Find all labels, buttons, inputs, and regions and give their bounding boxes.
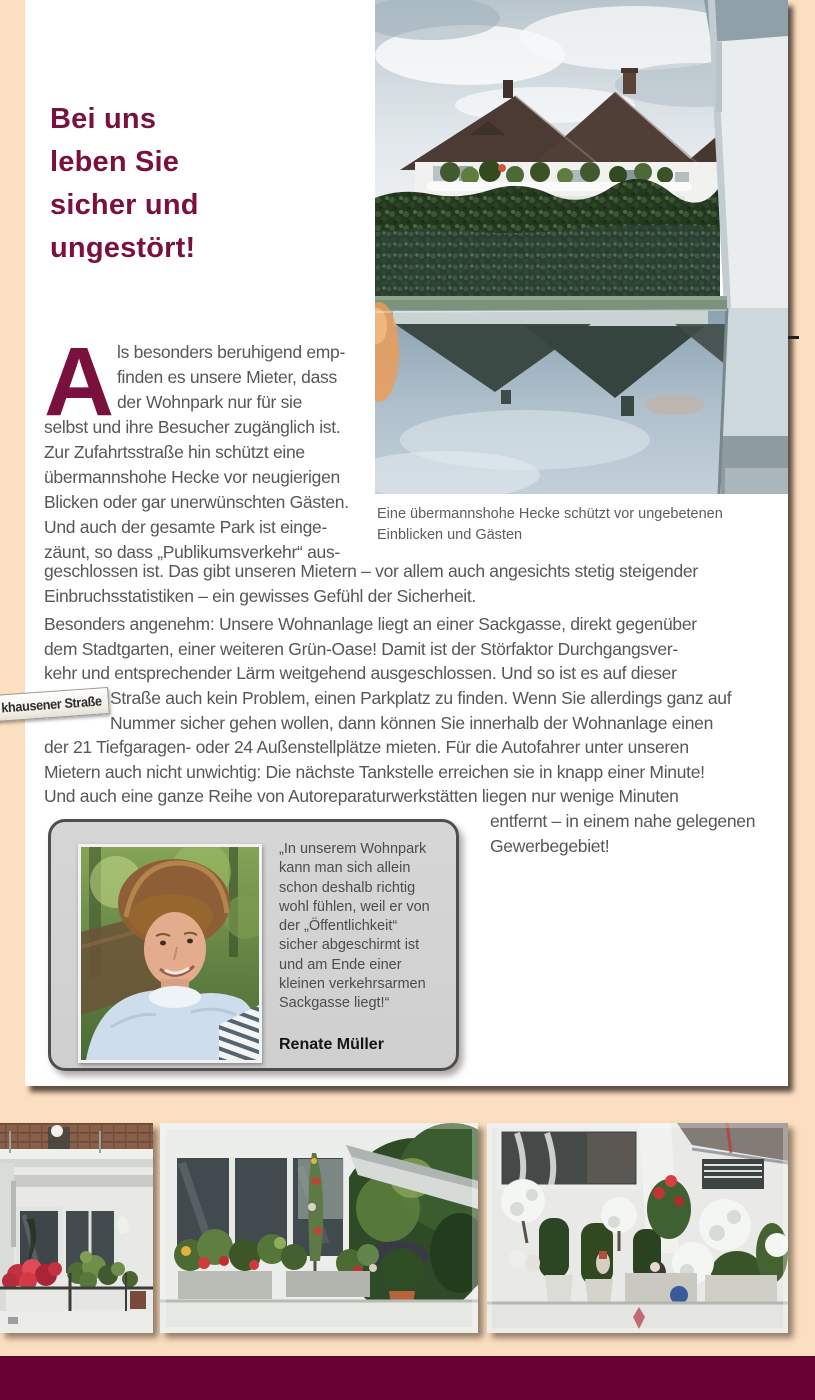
hero-photo-hedge-reflection (375, 0, 788, 494)
testimonial-author: Renate Müller (279, 1036, 384, 1053)
paragraph-2-bottom: der 21 Tiefgaragen- oder 24 Außenstellplätze mieten. Für die Autofahrer unter unseren Mietern auch nicht unwichtig: Die nächste Tankstelle erreichen sie in knapp einer Minute! Und auch eine ganze Reihe von Autoreparaturwerkstätten liegen nur wenige Minuten (44, 737, 705, 807)
hero-photo-caption: Eine übermannshohe Hecke schützt vor ungebetenen Einblicken und Gästen (377, 506, 723, 543)
portrait-photo-renate-mueller (78, 844, 262, 1063)
terrace-photo-2 (160, 1123, 478, 1333)
testimonial-quote: „In unserem Wohnpark kann man sich allein schon deshalb richtig wohl fühlen, weil er von der „Öffentlichkeit“ sicher abgeschirmt ist und am Ende einer kleinen verkehrsarmen Sackgasse liegt!“ (279, 841, 430, 1012)
paragraph-1-narrow-column: selbst und ihre Besucher zugänglich ist. Zur Zufahrtsstraße hin schützt eine übermannshohe Hecke vor neugierigen Blicken oder gar unerwünschten Gästen. Und auch der gesamte Park ist einge- zäunt, so dass „Publikumsverkehr“ aus- (44, 417, 349, 562)
page-title: Bei uns leben Sie sicher und ungestört! (50, 103, 199, 264)
paragraph-2-right-of-card: entfernt – in einem nahe gelegenen Gewerbegebiet! (490, 811, 756, 856)
testimonial-card (48, 819, 459, 1071)
footer-color-bar (0, 1356, 815, 1400)
paragraph-1-beside-dropcap: ls besonders beruhigend emp- finden es unsere Mieter, dass der Wohnpark nur für sie (117, 342, 345, 412)
paragraph-1-full-width: geschlossen ist. Das gibt unseren Mietern – vor allem auch angesichts stetig steigender Einbruchsstatistiken – ein gewisses Gefühl der Sicherheit. (44, 561, 698, 606)
paragraph-2-indented-by-sign: Straße auch kein Problem, einen Parkplatz zu finden. Wenn Sie allerdings ganz auf Nummer sicher gehen wollen, dann können Sie innerhalb der Wohnanlage einen (110, 688, 732, 733)
balcony-photo-3 (487, 1123, 788, 1333)
paragraph-2-top: Besonders angenehm: Unsere Wohnanlage liegt an einer Sackgasse, direkt gegenüber dem Stadtgarten, einer weiteren Grün-Oase! Damit ist der Störfaktor Durchgangsver- kehr und entsprechender Lärm weitgehend ausgeschlossen. Und so ist es auf dieser (44, 614, 697, 684)
dropcap-letter: A (44, 327, 115, 436)
balcony-photo-1 (0, 1123, 153, 1333)
street-sign-label: khausener Straße (0, 693, 102, 716)
print-crop-mark (788, 336, 799, 339)
